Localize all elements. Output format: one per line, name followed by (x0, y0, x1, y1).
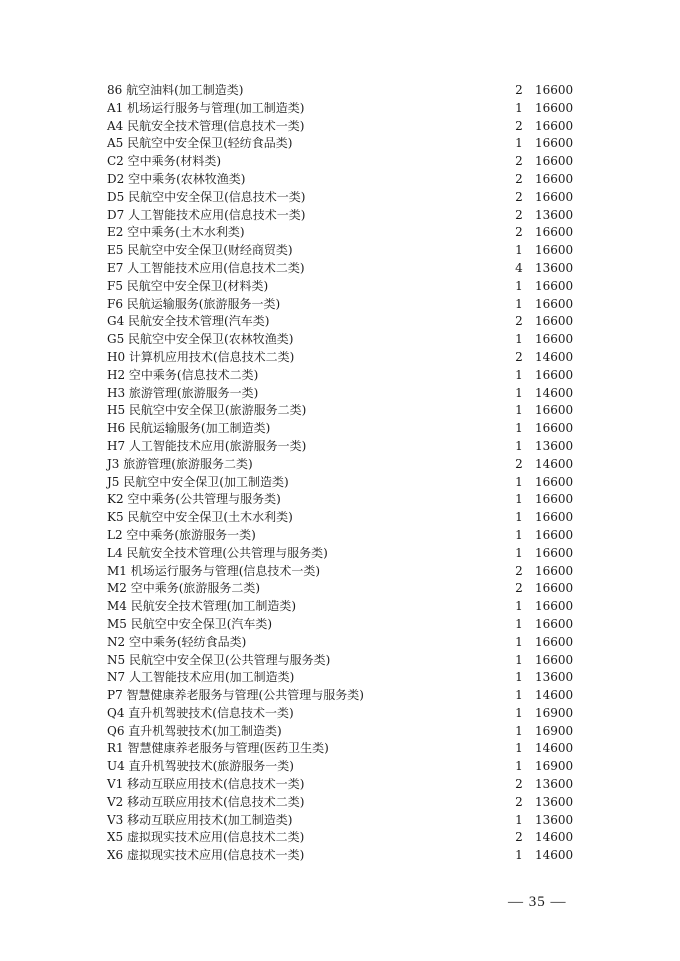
table-row (107, 652, 577, 670)
program-name: D2 空中乘务(农林牧渔类) (107, 171, 246, 186)
enrollment-count: 2 (515, 225, 523, 240)
tuition-fee: 16600 (535, 616, 574, 631)
table-row (107, 669, 577, 687)
tuition-fee: 16600 (535, 118, 574, 133)
table-row (107, 153, 577, 171)
table-row (107, 118, 577, 136)
table-row (107, 135, 577, 153)
enrollment-count: 1 (515, 527, 523, 542)
enrollment-count: 1 (515, 670, 523, 685)
program-name: X6 虚拟现实技术应用(信息技术一类) (107, 848, 305, 863)
program-name: M5 民航空中安全保卫(汽车类) (107, 616, 273, 631)
enrollment-count: 1 (515, 705, 523, 720)
enrollment-count: 1 (515, 759, 523, 774)
tuition-fee: 16600 (535, 154, 574, 169)
tuition-fee: 16600 (535, 652, 574, 667)
table-row (107, 242, 577, 260)
tuition-fee: 16600 (535, 225, 574, 240)
table-row (107, 758, 577, 776)
enrollment-count: 2 (515, 830, 523, 845)
enrollment-count: 1 (515, 100, 523, 115)
page-number: — 35 — (508, 894, 567, 910)
enrollment-count: 1 (515, 136, 523, 151)
enrollment-count: 2 (515, 456, 523, 471)
tuition-fee: 16600 (535, 314, 574, 329)
table-row (107, 100, 577, 118)
tuition-fee: 16900 (535, 723, 574, 738)
tuition-fee: 16600 (535, 136, 574, 151)
program-name: H5 民航空中安全保卫(旅游服务二类) (107, 403, 307, 418)
program-name: V2 移动互联应用技术(信息技术二类) (107, 794, 305, 809)
tuition-fee: 16600 (535, 599, 574, 614)
program-name: Q4 直升机驾驶技术(信息技术一类) (107, 705, 294, 720)
enrollment-count: 1 (515, 634, 523, 649)
enrollment-count: 1 (515, 385, 523, 400)
tuition-fee: 16600 (535, 474, 574, 489)
table-row (107, 705, 577, 723)
tuition-fee: 13600 (535, 777, 574, 792)
program-name: H7 人工智能技术应用(旅游服务一类) (107, 438, 307, 453)
program-name: H2 空中乘务(信息技术二类) (107, 367, 259, 382)
table-row (107, 474, 577, 492)
table-row (107, 794, 577, 812)
table-row (107, 207, 577, 225)
tuition-fee: 16600 (535, 421, 574, 436)
table-row (107, 527, 577, 545)
program-name: E7 人工智能技术应用(信息技术二类) (107, 260, 305, 275)
program-name: K2 空中乘务(公共管理与服务类) (107, 492, 281, 507)
table-row (107, 776, 577, 794)
enrollment-count: 1 (515, 652, 523, 667)
enrollment-count: 2 (515, 189, 523, 204)
program-name: N7 人工智能技术应用(加工制造类) (107, 670, 295, 685)
enrollment-count: 2 (515, 154, 523, 169)
program-name: A4 民航安全技术管理(信息技术一类) (107, 118, 305, 133)
tuition-fee: 13600 (535, 670, 574, 685)
program-name: K5 民航空中安全保卫(土木水利类) (107, 510, 293, 525)
tuition-fee: 14600 (535, 741, 574, 756)
program-name: P7 智慧健康养老服务与管理(公共管理与服务类) (107, 688, 364, 703)
table-row (107, 847, 577, 865)
enrollment-count: 1 (515, 510, 523, 525)
enrollment-count: 1 (515, 367, 523, 382)
program-name: M1 机场运行服务与管理(信息技术一类) (107, 563, 321, 578)
tuition-fee: 14600 (535, 385, 574, 400)
enrollment-count: 4 (515, 260, 523, 275)
table-row (107, 331, 577, 349)
tuition-fee: 16600 (535, 492, 574, 507)
program-name: L4 民航安全技术管理(公共管理与服务类) (107, 545, 328, 560)
tuition-fee: 13600 (535, 794, 574, 809)
enrollment-count: 2 (515, 314, 523, 329)
tuition-fee: 16600 (535, 510, 574, 525)
enrollment-count: 2 (515, 207, 523, 222)
tuition-fee: 16600 (535, 527, 574, 542)
enrollment-count: 2 (515, 118, 523, 133)
enrollment-count: 2 (515, 349, 523, 364)
enrollment-count: 1 (515, 403, 523, 418)
tuition-fee: 16600 (535, 100, 574, 115)
enrollment-count: 1 (515, 421, 523, 436)
program-name: F6 民航运输服务(旅游服务一类) (107, 296, 281, 311)
enrollment-count: 1 (515, 723, 523, 738)
tuition-fee: 14600 (535, 456, 574, 471)
tuition-fee: 16600 (535, 332, 574, 347)
tuition-fee: 16600 (535, 243, 574, 258)
table-row (107, 545, 577, 563)
enrollment-count: 1 (515, 296, 523, 311)
program-name: L2 空中乘务(旅游服务一类) (107, 527, 256, 542)
tuition-fee: 13600 (535, 207, 574, 222)
table-row (107, 385, 577, 403)
tuition-fee: 16600 (535, 171, 574, 186)
tuition-fee: 16900 (535, 759, 574, 774)
program-name: E5 民航空中安全保卫(财经商贸类) (107, 243, 293, 258)
program-name: M4 民航安全技术管理(加工制造类) (107, 599, 297, 614)
tuition-fee: 14600 (535, 349, 574, 364)
table-row (107, 171, 577, 189)
program-name: H6 民航运输服务(加工制造类) (107, 421, 271, 436)
tuition-fee: 16600 (535, 403, 574, 418)
enrollment-count: 1 (515, 474, 523, 489)
table-row (107, 491, 577, 509)
tuition-fee: 16600 (535, 189, 574, 204)
table-row (107, 634, 577, 652)
enrollment-count: 1 (515, 599, 523, 614)
enrollment-count: 1 (515, 492, 523, 507)
table-row (107, 723, 577, 741)
enrollment-count: 1 (515, 278, 523, 293)
table-row (107, 296, 577, 314)
tuition-fee: 13600 (535, 438, 574, 453)
program-name: D5 民航空中安全保卫(信息技术一类) (107, 189, 306, 204)
tuition-fee: 13600 (535, 260, 574, 275)
table-row (107, 829, 577, 847)
table-row (107, 740, 577, 758)
tuition-fee: 16600 (535, 367, 574, 382)
tuition-fee: 16600 (535, 634, 574, 649)
program-name: N5 民航空中安全保卫(公共管理与服务类) (107, 652, 331, 667)
table-row (107, 456, 577, 474)
tuition-fee: 16900 (535, 705, 574, 720)
table-row (107, 509, 577, 527)
program-name: C2 空中乘务(材料类) (107, 154, 221, 169)
tuition-fee: 14600 (535, 848, 574, 863)
program-name: R1 智慧健康养老服务与管理(医药卫生类) (107, 741, 329, 756)
enrollment-count: 2 (515, 777, 523, 792)
table-row (107, 563, 577, 581)
tuition-fee: 16600 (535, 296, 574, 311)
tuition-fee: 16600 (535, 563, 574, 578)
table-row (107, 278, 577, 296)
table-row (107, 580, 577, 598)
enrollment-count: 1 (515, 616, 523, 631)
program-name: J3 旅游管理(旅游服务二类) (107, 456, 253, 471)
enrollment-count: 1 (515, 812, 523, 827)
program-name: N2 空中乘务(轻纺食品类) (107, 634, 247, 649)
tuition-fee: 16600 (535, 278, 574, 293)
program-name: H0 计算机应用技术(信息技术二类) (107, 349, 295, 364)
program-name: D7 人工智能技术应用(信息技术一类) (107, 207, 306, 222)
tuition-fee: 16600 (535, 545, 574, 560)
program-name: V3 移动互联应用技术(加工制造类) (107, 812, 293, 827)
program-name: U4 直升机驾驶技术(旅游服务一类) (107, 759, 294, 774)
tuition-fee: 14600 (535, 688, 574, 703)
program-name: 86 航空油料(加工制造类) (107, 83, 244, 97)
enrollment-count: 2 (515, 581, 523, 596)
table-row (107, 812, 577, 830)
enrollment-count: 1 (515, 688, 523, 703)
program-name: J5 民航空中安全保卫(加工制造类) (107, 474, 289, 489)
program-name: A5 民航空中安全保卫(轻纺食品类) (107, 136, 293, 151)
program-name: X5 虚拟现实技术应用(信息技术二类) (107, 830, 305, 845)
program-name: V1 移动互联应用技术(信息技术一类) (107, 777, 305, 792)
table-row (107, 616, 577, 634)
table-row (107, 438, 577, 456)
tuition-fee: 16600 (535, 83, 574, 97)
table-row (107, 598, 577, 616)
enrollment-count: 2 (515, 794, 523, 809)
table-row (107, 260, 577, 278)
tuition-fee: 14600 (535, 830, 574, 845)
table-row (107, 420, 577, 438)
table-row (107, 313, 577, 331)
table-row (107, 224, 577, 242)
enrollment-count: 2 (515, 563, 523, 578)
table-row (107, 687, 577, 705)
tuition-fee: 16600 (535, 581, 574, 596)
table-row (107, 349, 577, 367)
program-name: F5 民航空中安全保卫(材料类) (107, 278, 269, 293)
tuition-fee: 13600 (535, 812, 574, 827)
program-name: G4 民航安全技术管理(汽车类) (107, 314, 270, 329)
program-name: G5 民航空中安全保卫(农林牧渔类) (107, 332, 294, 347)
program-name: E2 空中乘务(土木水利类) (107, 225, 245, 240)
enrollment-count: 2 (515, 83, 523, 97)
enrollment-count: 2 (515, 171, 523, 186)
enrollment-count: 1 (515, 741, 523, 756)
enrollment-count: 1 (515, 438, 523, 453)
table-row (107, 367, 577, 385)
program-name: H3 旅游管理(旅游服务一类) (107, 385, 259, 400)
table-row (107, 82, 577, 100)
enrollment-count: 1 (515, 848, 523, 863)
program-name: M2 空中乘务(旅游服务二类) (107, 581, 261, 596)
enrollment-count: 1 (515, 332, 523, 347)
program-table (107, 82, 577, 865)
table-row (107, 189, 577, 207)
enrollment-count: 1 (515, 545, 523, 560)
enrollment-count: 1 (515, 243, 523, 258)
program-name: A1 机场运行服务与管理(加工制造类) (107, 100, 305, 115)
table-row (107, 402, 577, 420)
program-name: Q6 直升机驾驶技术(加工制造类) (107, 723, 282, 738)
